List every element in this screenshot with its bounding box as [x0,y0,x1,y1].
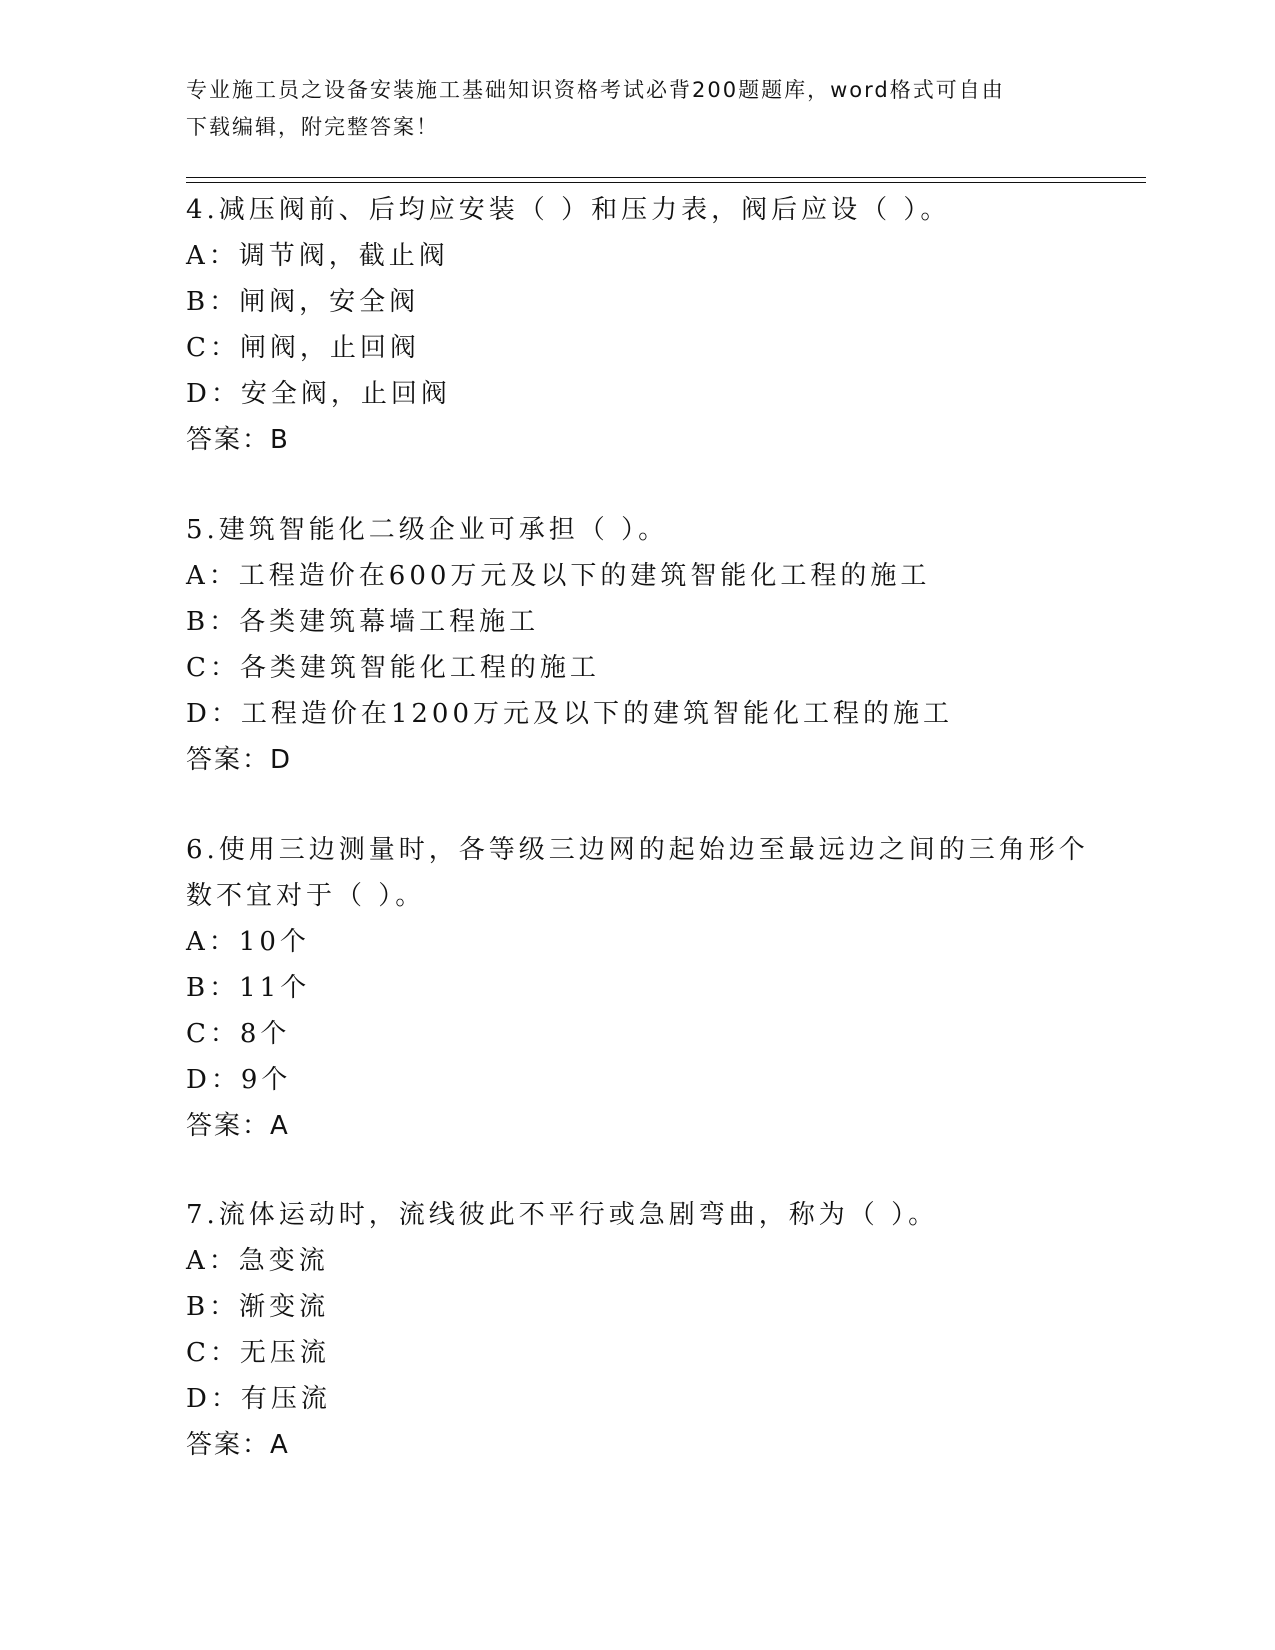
option-d: D：有压流 [186,1384,331,1414]
answer: 答案：A [186,1430,290,1460]
option-c: C：无压流 [186,1338,330,1368]
question-5 [186,507,1086,783]
question-stem-line-1: 6.使用三边测量时，各等级三边网的起始边至最远边之间的三角形个 [186,835,1089,865]
option-d: D：9个 [186,1065,292,1095]
document-header [186,72,1066,146]
option-c: C：闸阀，止回阀 [186,333,420,363]
header-line-1: 专业施工员之设备安装施工基础知识资格考试必背200题题库，word格式可自由 [186,78,1005,102]
option-b: B：渐变流 [186,1292,330,1322]
question-stem: 4.减压阀前、后均应安装（ ）和压力表，阀后应设（ ）。 [186,195,951,225]
option-a: A：急变流 [186,1246,329,1276]
question-4 [186,187,1086,463]
question-6 [186,827,1089,1149]
header-divider-top [186,177,1146,178]
answer: 答案：D [186,745,293,775]
answer: 答案：B [186,425,290,455]
option-b: B：11个 [186,973,311,1003]
question-stem: 7.流体运动时，流线彼此不平行或急剧弯曲，称为（ ）。 [186,1200,939,1230]
option-a: A：10个 [186,927,310,957]
option-b: B：各类建筑幕墙工程施工 [186,607,540,637]
question-7 [186,1192,1086,1468]
option-c: C：各类建筑智能化工程的施工 [186,653,600,683]
header-line-2: 下载编辑，附完整答案！ [186,115,439,139]
question-stem-line-2: 数不宜对于（ ）。 [186,881,426,911]
question-stem: 5.建筑智能化二级企业可承担（ ）。 [186,515,669,545]
option-d: D：工程造价在1200万元及以下的建筑智能化工程的施工 [186,699,954,729]
option-d: D：安全阀，止回阀 [186,379,451,409]
option-a: A：调节阀，截止阀 [186,241,449,271]
option-c: C：8个 [186,1019,291,1049]
option-b: B：闸阀，安全阀 [186,287,420,317]
header-divider-bottom [186,182,1146,183]
option-a: A：工程造价在600万元及以下的建筑智能化工程的施工 [186,561,931,591]
answer: 答案：A [186,1111,290,1141]
